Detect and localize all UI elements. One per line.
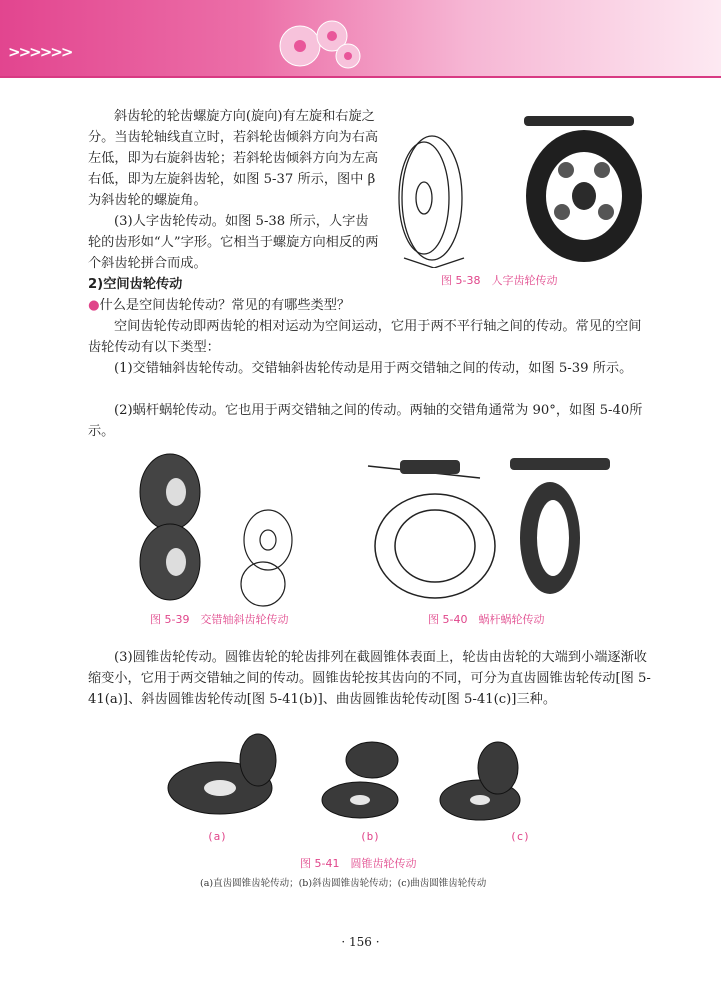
bullet-icon: ●	[88, 298, 100, 313]
paragraph-herringbone: (3)人字齿轮传动。如图 5-38 所示，人字齿轮的齿形如“人”字形。它相当于螺旋方向相反的两个斜齿轮拼合而成。	[88, 214, 379, 271]
paragraph-crossed-helical: (1)交错轴斜齿轮传动。交错轴斜齿轮传动是用于两交错轴之间的传动，如图 5-39 所示。	[114, 361, 633, 376]
figure-5-38-caption: 图 5-38 人字齿轮传动	[441, 274, 558, 287]
worm-gear-figure	[360, 448, 615, 603]
figure-5-39-caption: 图 5-39 交错轴斜齿轮传动	[150, 613, 289, 626]
header-rule	[0, 76, 721, 78]
figure-5-41-note: (a)直齿圆锥齿轮传动；(b)斜齿圆锥齿轮传动；(c)曲齿圆锥齿轮传动	[200, 878, 487, 889]
paragraph-worm-gear: (2)蜗杆蜗轮传动。它也用于两交错轴之间的传动。两轴的交错角通常为 90°，如图 5-40所示。	[88, 403, 643, 439]
chevron-arrows-icon: >>>>>>	[8, 43, 72, 61]
herringbone-gear-figure	[384, 108, 674, 268]
figure-5-41-sub-c-label: (c)	[510, 830, 530, 843]
section-heading-spatial-gears: 2)空间齿轮传动	[88, 277, 183, 292]
paragraph-helical-direction: 斜齿轮的轮齿螺旋方向(旋向)有左旋和右旋之分。当齿轮轴线直立时，若斜轮齿倾斜方向为右高左低，即为右旋斜齿轮；若斜轮齿倾斜方向为左高右低，即为左旋斜齿轮，如图 5-37 所示，图中 β 为斜齿轮的螺旋角。	[88, 109, 379, 208]
crossed-helical-gear-figure	[128, 448, 318, 608]
paragraph-spatial-intro: 空间齿轮传动即两齿轮的相对运动为空间运动，它用于两不平行轴之间的传动。常见的空间齿轮传动有以下类型：	[88, 319, 642, 355]
figure-5-41-sub-a-label: (a)	[207, 830, 227, 843]
figure-5-41-sub-b-label: (b)	[360, 830, 380, 843]
question-text: 什么是空间齿轮传动？常见的有哪些类型？	[99, 298, 351, 313]
figure-5-41-caption: 图 5-41 圆锥齿轮传动	[300, 857, 417, 870]
bevel-gear-figure	[160, 730, 550, 835]
figure-5-40-caption: 图 5-40 蜗杆蜗轮传动	[428, 613, 545, 626]
question-line	[88, 295, 648, 316]
gear-decoration-icon	[270, 14, 380, 74]
page-number: · 156 ·	[341, 935, 380, 949]
paragraph-bevel-gears: (3)圆锥齿轮传动。圆锥齿轮的轮齿排列在截圆锥体表面上，轮齿由齿轮的大端到小端逐渐收缩变小，它用于两交错轴之间的传动。圆锥齿轮按其齿向的不同，可分为直齿圆锥齿轮传动[图 5-41(a)]、斜齿圆锥齿轮传动[图 5-41(b)]、曲齿圆锥齿轮传动[图 5-41(c)]三种。	[88, 650, 651, 707]
